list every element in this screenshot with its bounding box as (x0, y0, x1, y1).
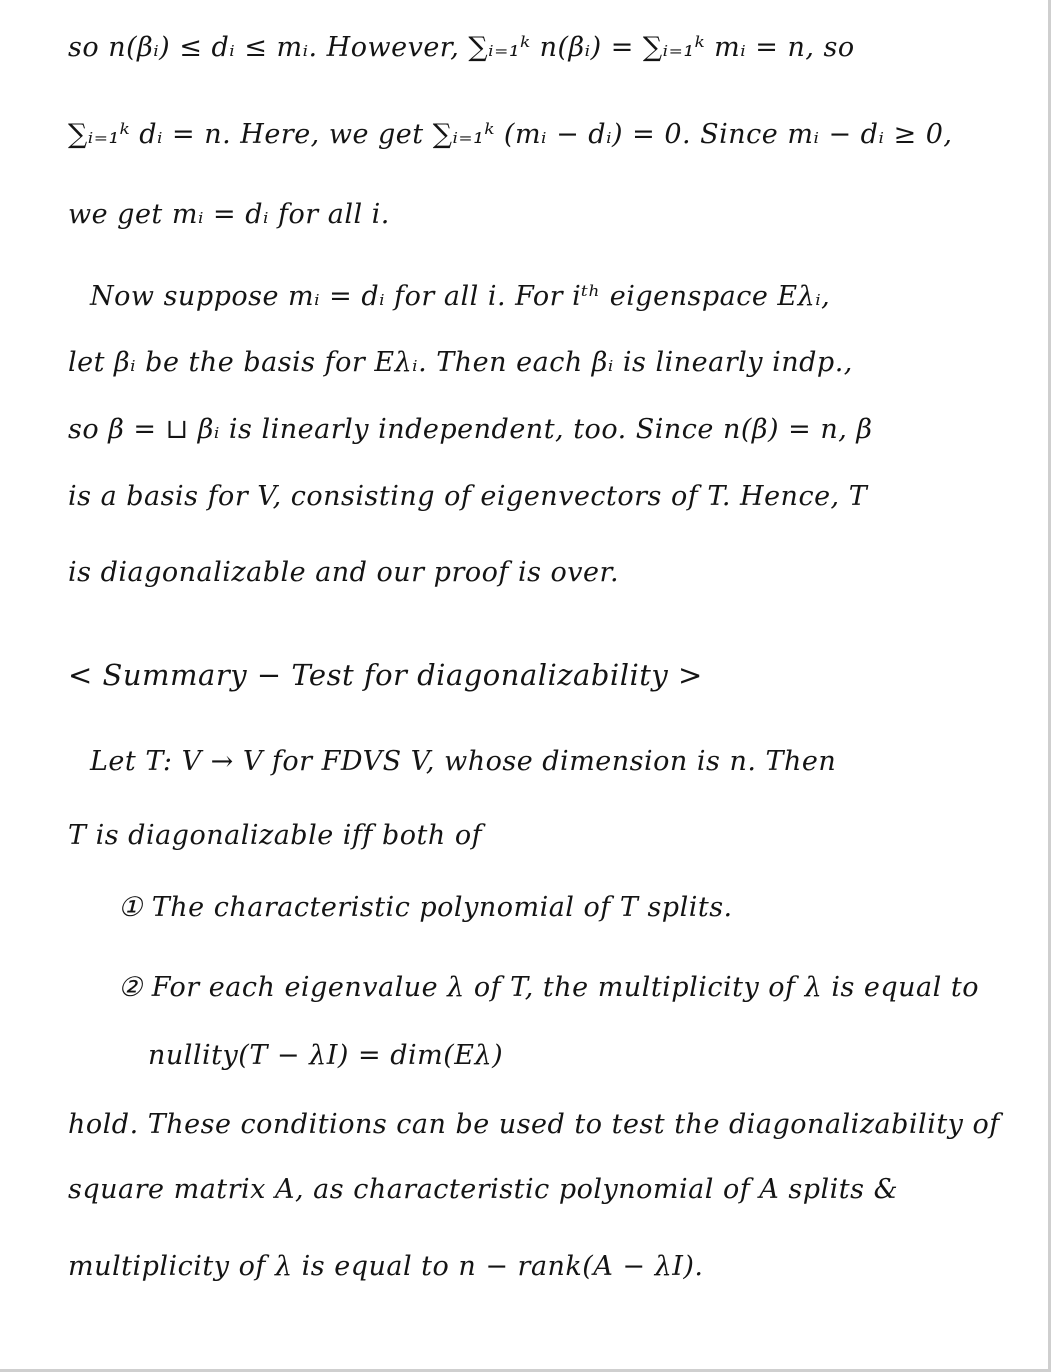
note-line-2: ∑ᵢ₌₁ᵏ dᵢ = n. Here, we get ∑ᵢ₌₁ᵏ (mᵢ − dᵢ) = 0. Since mᵢ − dᵢ ≥ 0, (68, 119, 953, 150)
condition-2: ② For each eigenvalue λ of T, the multiplicity of λ is equal to (118, 972, 979, 1003)
note-line-1: so n(βᵢ) ≤ dᵢ ≤ mᵢ. However, ∑ᵢ₌₁ᵏ n(βᵢ) = ∑ᵢ₌₁ᵏ mᵢ = n, so (68, 32, 855, 63)
note-line-8: is diagonalizable and our proof is over. (68, 557, 620, 588)
note-line-7: is a basis for V, consisting of eigenvectors of T. Hence, T (68, 481, 868, 512)
note-line-16: square matrix A, as characteristic polynomial of A splits & (68, 1174, 899, 1205)
condition-2-continued: nullity(T − λI) = dim(Eλ) (148, 1040, 504, 1071)
note-line-3: we get mᵢ = dᵢ for all i. (68, 199, 390, 230)
note-line-5: let βᵢ be the basis for Eλᵢ. Then each βᵢ is linearly indp., (68, 347, 853, 378)
note-line-17: multiplicity of λ is equal to n − rank(A − λI). (68, 1251, 704, 1282)
summary-heading: < Summary − Test for diagonalizability > (68, 658, 703, 692)
note-line-11: T is diagonalizable iff both of (68, 820, 483, 851)
note-line-10: Let T: V → V for FDVS V, whose dimension is n. Then (90, 746, 837, 777)
condition-1: ① The characteristic polynomial of T splits. (118, 892, 733, 923)
note-line-15: hold. These conditions can be used to test the diagonalizability of (68, 1109, 1000, 1140)
note-line-6: so β = ⊔ βᵢ is linearly independent, too. Since n(β) = n, β (68, 414, 873, 445)
note-line-4: Now suppose mᵢ = dᵢ for all i. For iᵗʰ eigenspace Eλᵢ, (90, 281, 831, 312)
